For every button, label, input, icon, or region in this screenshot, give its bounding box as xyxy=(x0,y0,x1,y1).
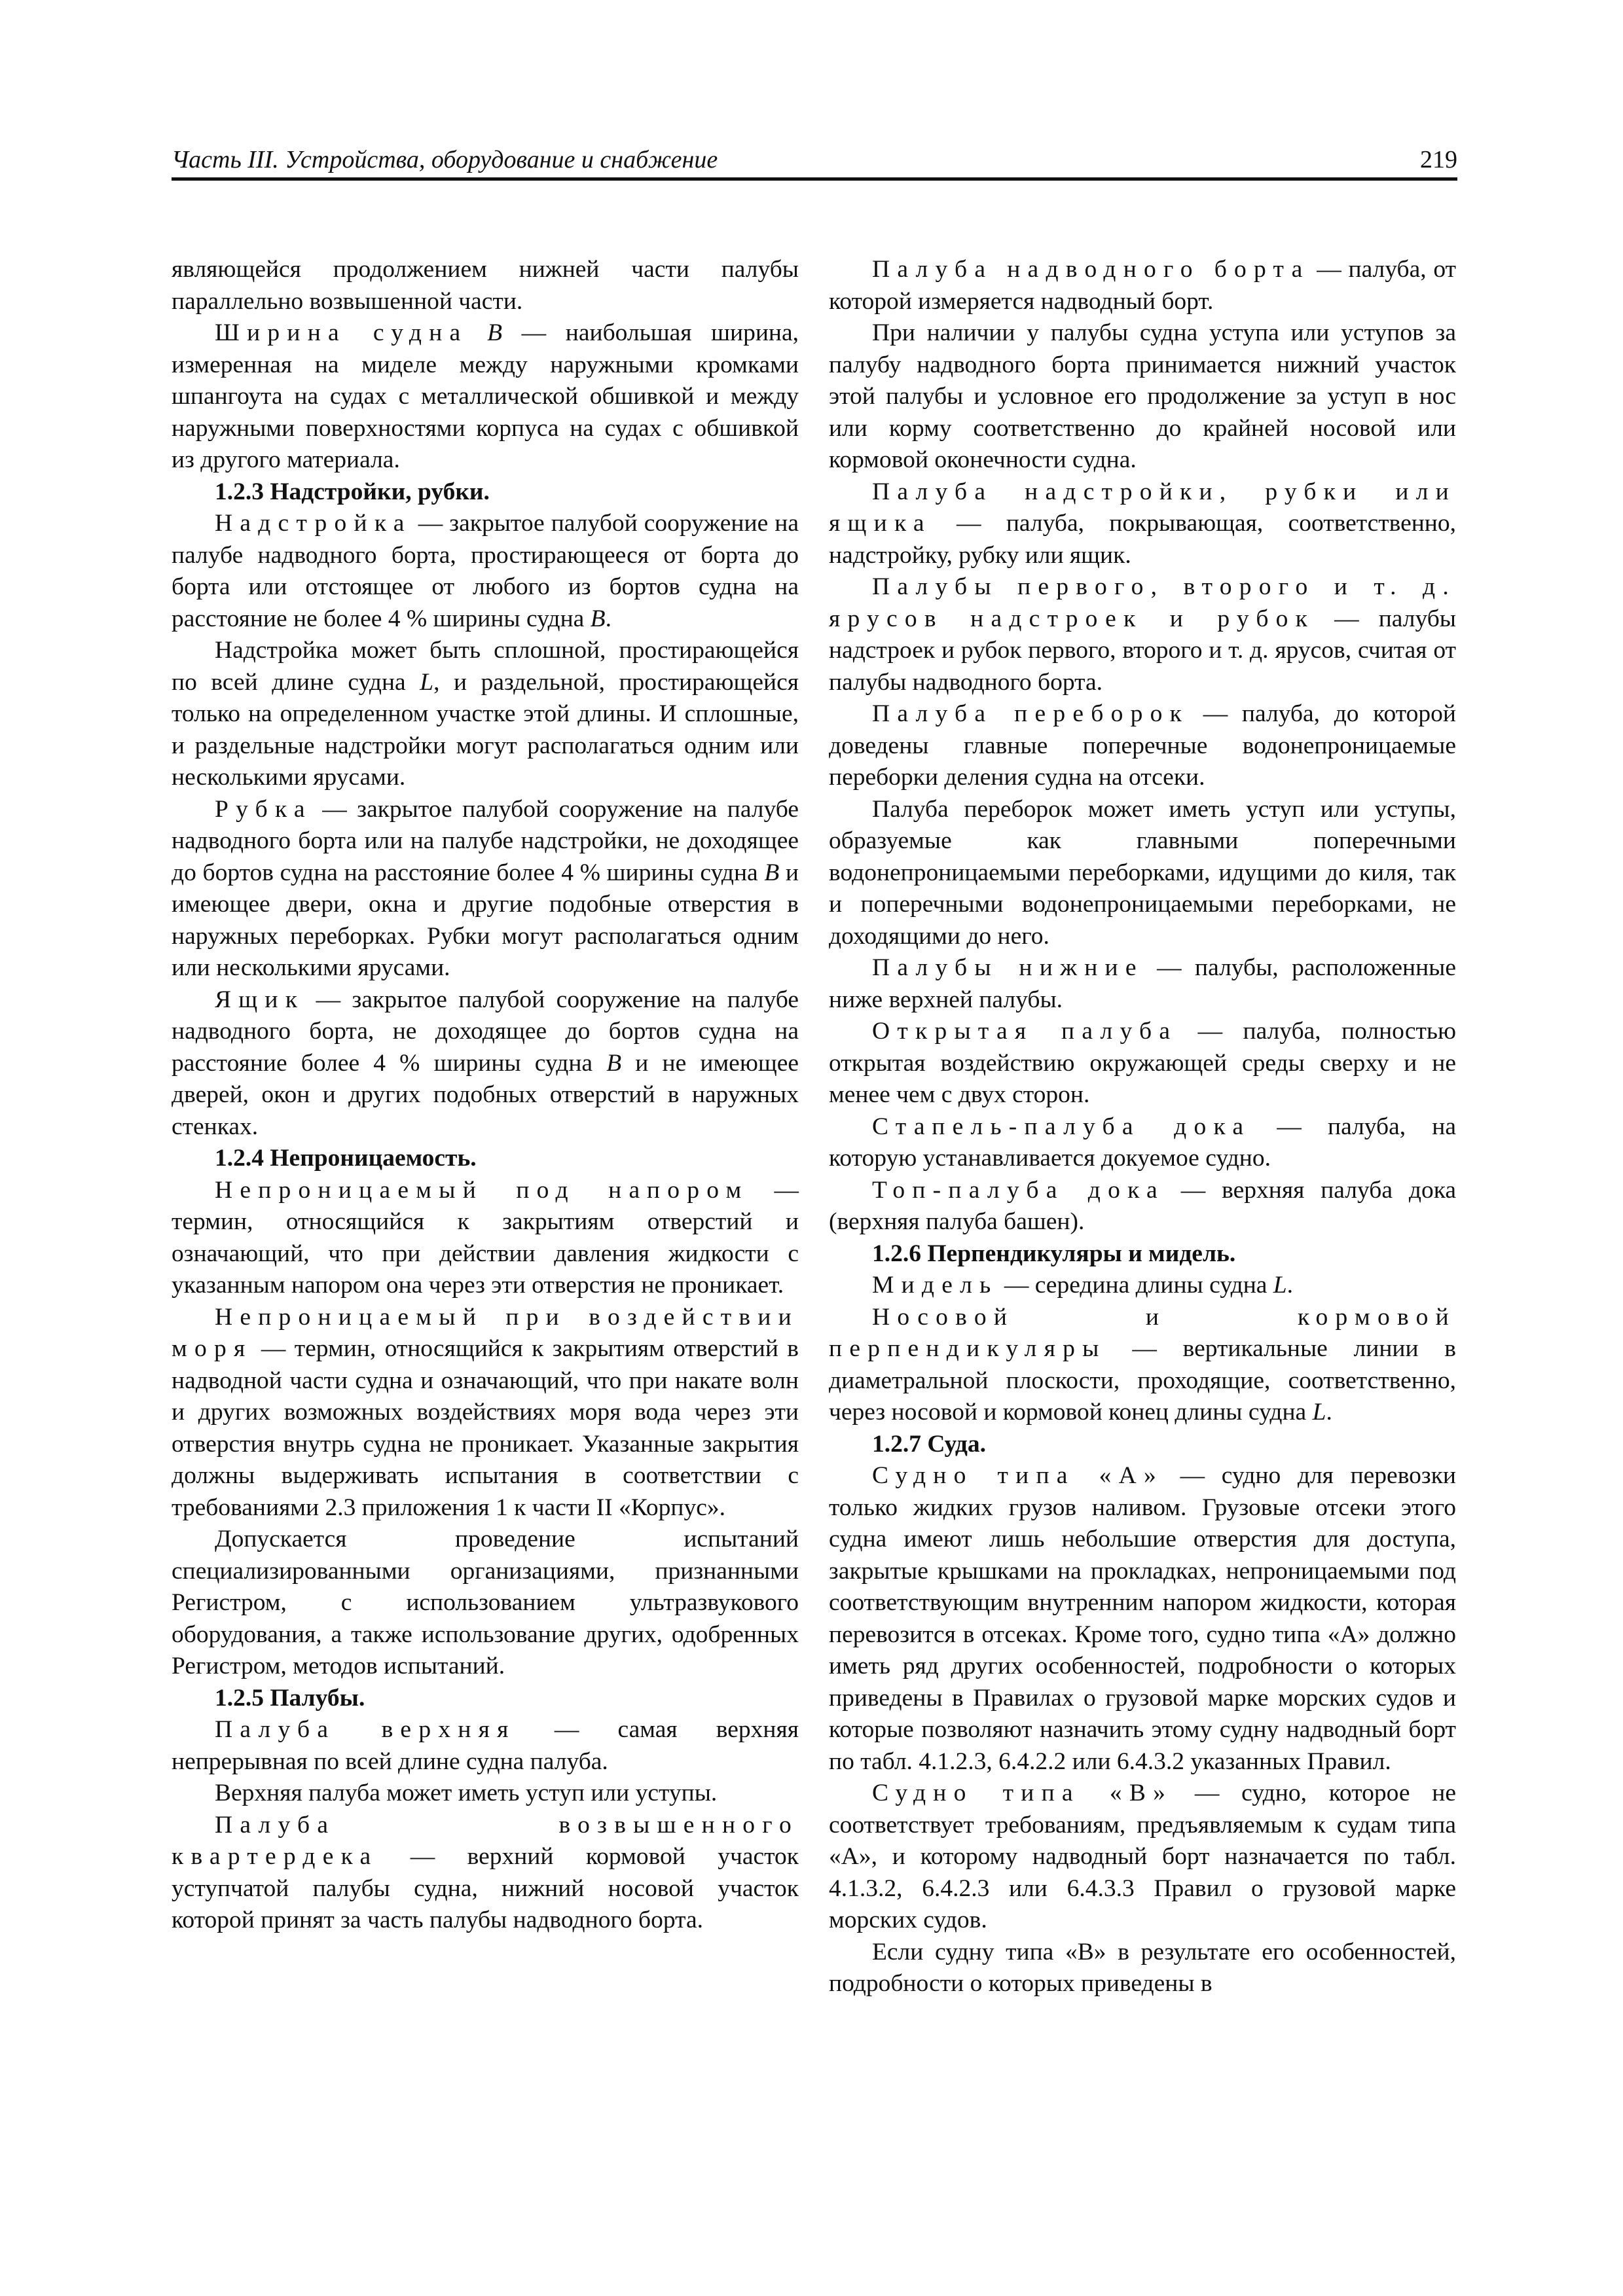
term: Стапель-палуба дока xyxy=(872,1113,1251,1140)
paragraph: Если судну типа «B» в результате его особенностей, подробности о которых приведены в xyxy=(829,1938,1456,1997)
definition-tier-decks: Палубы первого, второго и т. д. ярусов надстроек и рубок — палубы надстроек и рубок первого, второго и т. д. ярусов, считая от палубы надводного борта. xyxy=(829,573,1456,696)
left-column xyxy=(172,254,799,1937)
header-rule xyxy=(172,177,1457,181)
term: Ширина судна xyxy=(215,319,468,346)
definition-type-b-ship: Судно типа «B» — судно, которое не соответствует требованиям, предъявляемым к судам типа «A», и которому надводный борт назначается по табл. 4.1.3.2, 6.4.2.3 или 6.4.3.3 Правил о грузовой марке морских судов. xyxy=(829,1780,1457,1933)
definition-deckhouse: Рубка — закрытое палубой сооружение на палубе надводного борта или на палубе надстройки, не доходящее до бортов судна на расстояние более 4 % ширины судна B и имеющее двери, окна и другие подобные отверстия в наружных переборках. Рубки могут располагаться одним или несколькими ярусами. xyxy=(172,795,799,981)
page-number: 219 xyxy=(1420,146,1457,173)
definition-weathertight: Непроницаемый при воздействии моря — термин, относящийся к закрытиям отверстий в надводной части судна и означающий, что при накате волн и других возможных воздействиях моря вода через эти отверстия внутрь судна не проникает. Указанные закрытия должны выдерживать испытания в соответствии с требованиями 2.3 приложения 1 к части II «Корпус». xyxy=(172,1303,799,1521)
definition-ship-breadth: Ширина судна B — наибольшая ширина, измеренная на миделе между наружными кромками шпангоута на судах с металлической обшивкой и между наружными поверхностями корпуса на судах с обшивкой из другого материала. xyxy=(172,319,799,473)
definition-trunk: Ящик — закрытое палубой сооружение на палубе надводного борта, не доходящее до бортов судна на расстояние более 4 % ширины судна B и не имеющее дверей, окон и других подобных отверстий в наружных стенках. xyxy=(172,986,799,1140)
term: Топ-палуба дока xyxy=(872,1176,1165,1204)
term: Палуба верхняя xyxy=(215,1716,516,1743)
term: Палуба переборок xyxy=(872,700,1190,727)
paragraph: Палуба переборок может иметь уступ или уступы, образуемые как главными поперечными водонепроницаемыми переборками, идущими до киля, так и поперечными водонепроницаемыми переборками, не доходящими до него. xyxy=(829,795,1456,950)
paragraph: Верхняя палуба может иметь уступ или уступы. xyxy=(215,1780,718,1806)
definition-midship: Мидель — середина длины судна L. xyxy=(872,1272,1294,1299)
term: Рубка xyxy=(215,795,312,823)
section-heading-1-2-6: 1.2.6 Перпендикуляры и мидель. xyxy=(872,1240,1236,1267)
right-column xyxy=(829,254,1456,2000)
section-heading-1-2-3: 1.2.3 Надстройки, рубки. xyxy=(215,478,490,505)
term: Палуба надводного борта xyxy=(872,256,1310,283)
definition-freeboard-deck: Палуба надводного борта — палуба, от которой измеряется надводный борт. xyxy=(829,256,1456,315)
definition-pontoon-deck: Стапель-палуба дока — палуба, на которую устанавливается докуемое судно. xyxy=(829,1113,1457,1172)
term: Ящик xyxy=(215,986,305,1013)
term: Палуба возвышенного квартердека xyxy=(172,1811,799,1870)
term: Надстройка xyxy=(215,510,412,537)
term: Мидель xyxy=(872,1272,998,1299)
definition-superstructure-deck: Палуба надстройки, рубки или ящика — палуба, покрывающая, соответственно, надстройку, рубку или ящик. xyxy=(829,478,1456,569)
term: Непроницаемый при воздействии моря xyxy=(172,1303,799,1362)
section-heading-1-2-5: 1.2.5 Палубы. xyxy=(215,1684,365,1712)
definition-type-a-ship: Судно типа «A» — судно для перевозки только жидких грузов наливом. Грузовые отсеки этого судна имеют лишь небольшие отверстия для доступа, закрытые крышками на прокладках, непроницаемыми под соответствующим внутренним напором жидкости, которая перевозится в отсеках. Кроме того, судно типа «A» должно иметь ряд других особенностей, подробности о которых приведены в Правилах о грузовой марке морских судов и которые позволяют назначить этому судну надводный борт по табл. 4.1.2.3, 6.4.2.2 или 6.4.3.2 указанных Правил. xyxy=(829,1462,1456,1775)
definition-upper-deck: Палуба верхняя — самая верхняя непрерывная по всей длине судна палуба. xyxy=(172,1716,799,1775)
definition-raised-quarterdeck: Палуба возвышенного квартердека — верхний кормовой участок уступчатой палубы судна, нижний носовой участок которой принят за часть палубы надводного борта. xyxy=(172,1811,799,1933)
definition-open-deck: Открытая палуба — палуба, полностью открытая воздействию окружающей среды сверху и не менее чем с двух сторон. xyxy=(829,1018,1456,1108)
running-header-title: Часть III. Устройства, оборудование и снабжение xyxy=(172,146,718,173)
term: Палубы нижние xyxy=(872,954,1144,981)
definition-top-deck: Топ-палуба дока — верхняя палуба дока (верхняя палуба башен). xyxy=(829,1176,1456,1235)
section-heading-1-2-4: 1.2.4 Непроницаемость. xyxy=(215,1145,477,1172)
definition-lower-decks: Палубы нижние — палубы, расположенные ниже верхней палубы. xyxy=(829,954,1456,1013)
definition-watertight: Непроницаемый под напором — термин, относящийся к закрытиям отверстий и означающий, что при действии давления жидкости с указанным напором она через эти отверстия не проникает. xyxy=(172,1176,799,1299)
section-heading-1-2-7: 1.2.7 Суда. xyxy=(872,1430,987,1458)
definition-perpendiculars: Носовой и кормовой перпендикуляры — вертикальные линии в диаметральной плоскости, проходящие, соответственно, через носовой и кормовой конец длины судна L. xyxy=(829,1303,1456,1426)
paragraph: При наличии у палубы судна уступа или уступов за палубу надводного борта принимается нижний участок этой палубы и условное его продолжение за уступ в нос или корму соответственно до крайней носовой или кормовой оконечности судна. xyxy=(829,319,1456,473)
term: Непроницаемый под напором xyxy=(215,1176,749,1204)
term: Открытая палуба xyxy=(872,1018,1178,1045)
paragraph: Надстройка может быть сплошной, простирающейся по всей длине судна L, и раздельной, простирающейся только на определенном участке этой длины. И сплошные, и раздельные надстройки могут располагаться одним или несколькими ярусами. xyxy=(172,637,799,791)
term: Судно типа «A» xyxy=(872,1462,1163,1489)
term: Носовой и кормовой перпендикуляры xyxy=(829,1303,1456,1362)
paragraph: являющейся продолжением нижней части палубы параллельно возвышенной части. xyxy=(172,256,799,315)
paragraph: Допускается проведение испытаний специализированными организациями, признанными Регистром, с использованием ультразвукового оборудования, а также использование других, одобренных Регистром, методов испытаний. xyxy=(172,1526,799,1679)
term: Палубы первого, второго и т. д. ярусов надстроек и рубок xyxy=(829,573,1456,632)
term: Судно типа «B» xyxy=(872,1780,1173,1806)
definition-superstructure: Надстройка — закрытое палубой сооружение на палубе надводного борта, простирающееся от борта до борта или отстоящее от любого из бортов судна на расстояние не более 4 % ширины судна B. xyxy=(172,510,799,632)
definition-bulkhead-deck: Палуба переборок — палуба, до которой доведены главные поперечные водонепроницаемые переборки деления судна на отсеки. xyxy=(829,700,1456,791)
term: Палуба надстройки, рубки или ящика xyxy=(829,478,1456,537)
